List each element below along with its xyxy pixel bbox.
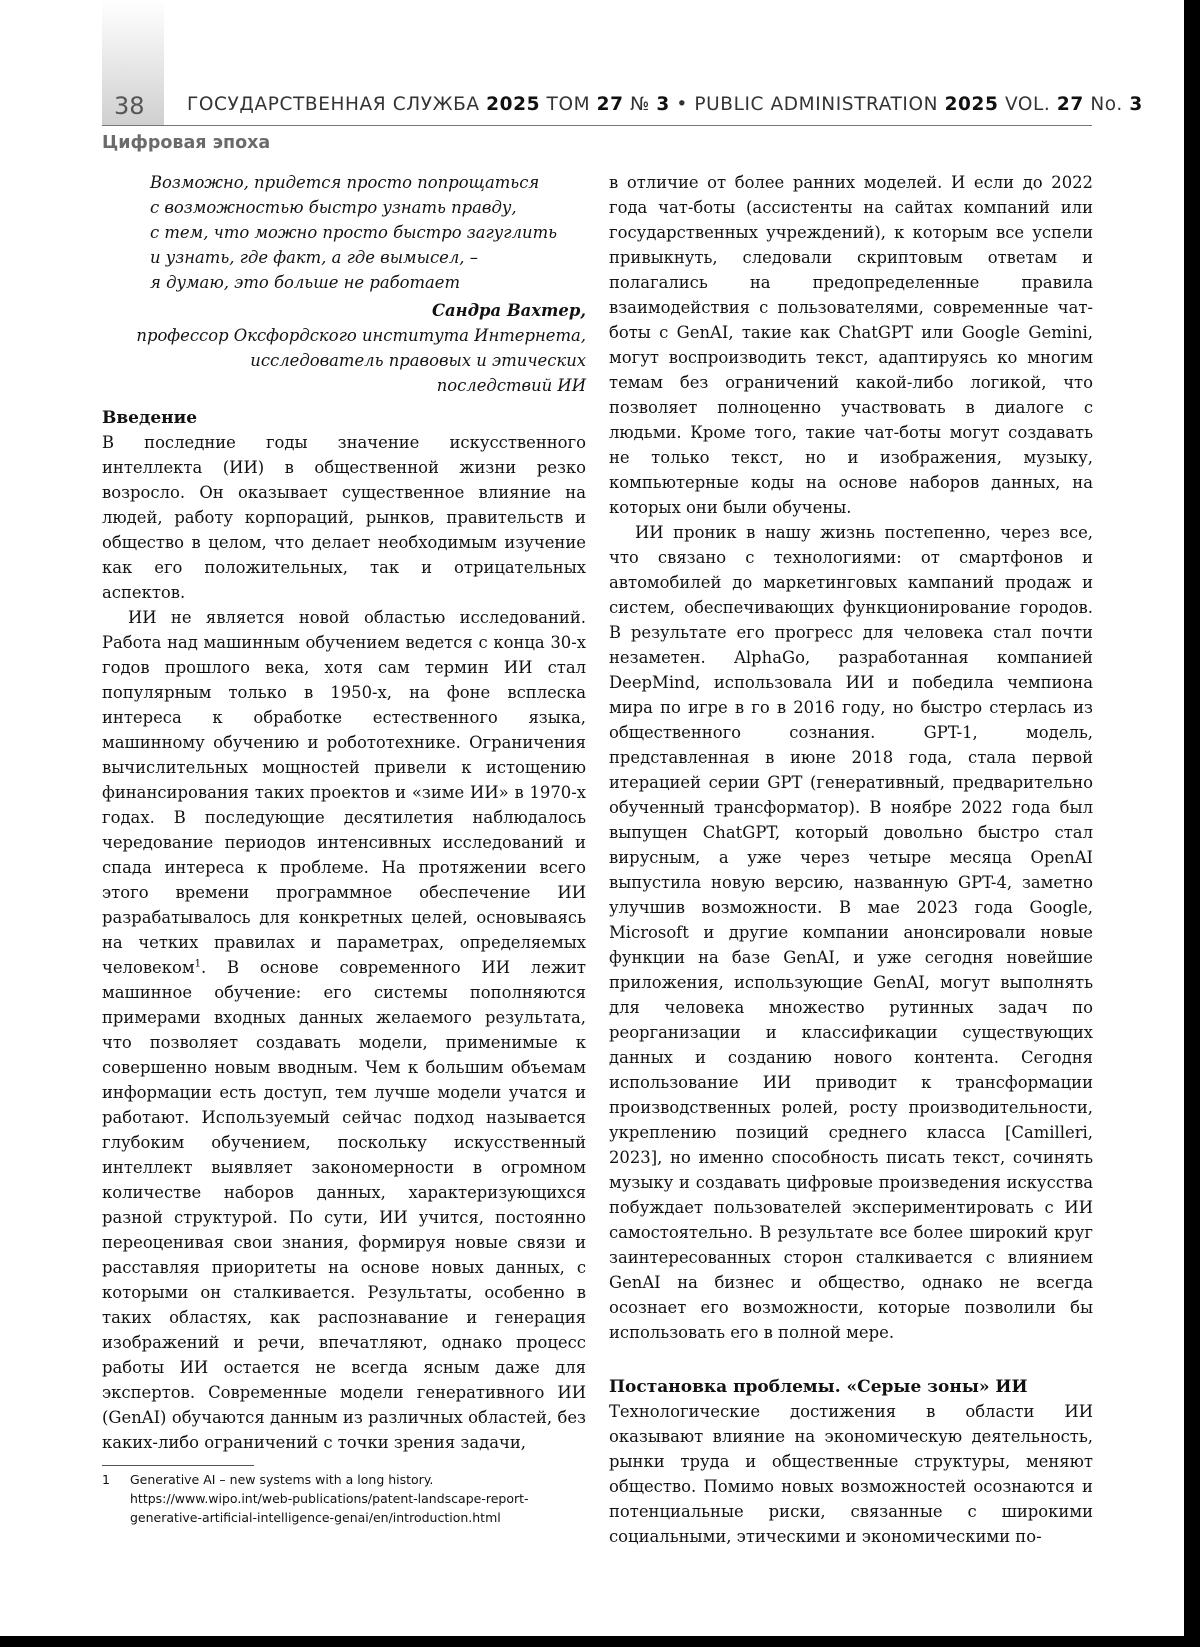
section-label: Цифровая эпоха	[102, 133, 271, 153]
ru-number: 3	[656, 94, 670, 115]
en-volume: 27	[1056, 94, 1084, 115]
footnote-rule	[102, 1465, 254, 1466]
intro-paragraph-2-part-b: . В основе современного ИИ лежит машинное обучение: его системы пополняются примерами входных данных желаемого результата, что позволяет создавать модели, применимые к совершенно новым вводным. Чем к большим объемам информации есть доступ, тем лучше модели учатся и работают. Используемый сейчас подход называется глубоким обучением, поскольку искусственный интеллект выявляет закономерности в огромном количестве наборов данных, характеризующихся разной структурой. По сути, ИИ учится, постоянно переоценивая свои знания, формируя новые связи и расставляя приоритеты на основе новых данных, с которыми он сталкивается. Результаты, особенно в таких областях, как распознавание и генерация изображений и речи, впечатляют, однако процесс работы ИИ остается не всегда ясным даже для экспертов. Современные модели генеративного ИИ (GenAI) обучаются данным из различных областей, без каких-либо ограничений с точки зрения задачи,	[102, 958, 586, 1452]
right-paragraph-1: в отличие от более ранних моделей. И если до 2022 года чат-боты (ассистенты на сайтах компаний или государственных учреждений), к которым все успели привыкнуть, следовали скриптовым ответам и полагались на предопределенные правила взаимодействия с пользователями, современные чат-боты с GenAI, такие как ChatGPT или Google Gemini, могут воспроизводить текст, адаптируясь ко многим темам без ограничений какой-либо логикой, что позволяет полноценно участвовать в диалоге с людьми. Кроме того, такие чат-боты могут создавать не только текст, но и изображения, музыку, компьютерные коды на основе наборов данных, на которых они были обучены.	[609, 173, 1093, 517]
en-volume-label: VOL.	[1004, 94, 1051, 115]
epigraph-affiliation-line: исследователь правовых и этических	[250, 351, 586, 370]
en-number: 3	[1129, 94, 1143, 115]
problem-paragraph-1: Технологические достижения в области ИИ оказывают влияние на экономическую деятельность, рынки труда и общественные структуры, меняют общество. Помимо новых возможностей осознаются и потенциальные риски, связанные с широкими социальными, этическими и экономическими по-	[609, 1402, 1093, 1546]
header-rule	[102, 125, 1092, 126]
epigraph-affiliation-line: последствий ИИ	[436, 376, 586, 395]
right-paragraph-2: ИИ проник в нашу жизнь постепенно, через все, что связано с технологиями: от смартфонов и автомобилей до маркетинговых кампаний продаж и систем, обеспечивающих функционирование городов. В результате его прогресс для человека стал почти незаметен. AlphaGo, разработанная компанией DeepMind, использовала ИИ и победила чемпиона мира по игре в го в 2016 году, но быстро стерлась из общественного сознания. GPT-1, модель, представленная в июне 2018 года, стала первой итерацией серии GPT (генеративный, предварительно обученный трансформатор). В ноябре 2022 года был выпущен ChatGPT, который довольно быстро стал вирусным, а уже через четыре месяца OpenAI выпустила новую версию, названную GPT-4, заметно улучшив возможности. В мае 2023 года Google, Microsoft и другие компании анонсировали новые функции на базе GenAI, и уже сегодня новейшие приложения, использующие GenAI, могут выполнять для человека множество рутинных задач по реорганизации и классификации существующих данных и созданию нового контента. Сегодня использование ИИ приводит к трансформации производственных ролей, росту производительности, укреплению позиций среднего класса [Camilleri, 2023], но именно способность писать текст, сочинять музыку и создавать цифровые произведения искусства побуждает пользователей экспериментировать с ИИ самостоятельно. В результате все более широкий круг заинтересованных сторон сталкивается с влиянием GenAI на бизнес и общество, однако не всегда осознает его возможности, которые позволили бы использовать его в полной мере.	[609, 523, 1093, 1342]
epigraph-quote	[150, 170, 586, 295]
intro-heading: Введение	[102, 408, 198, 428]
page-number: 38	[114, 92, 145, 120]
left-column	[102, 170, 586, 1527]
en-year: 2025	[944, 94, 999, 115]
intro-paragraph-2-part-a: ИИ не является новой областью исследований. Работа над машинным обучением ведется с конца 30-х годов прошлого века, хотя сам термин ИИ стал популярным только в 1950-х, на фоне всплеска интереса к обработке естественного языка, машинному обучению и робототехнике. Ограничения вычислительных мощностей привели к истощению финансирования таких проектов и «зиме ИИ» в 1970-х годах. В последующие десятилетия наблюдалось чередование периодов интенсивных исследований и спада интереса к проблеме. На протяжении всего этого времени программное обеспечение ИИ разрабатывалось для конкретных целей, основываясь на четких правилах и параметрах, определяемых человеком	[102, 608, 586, 977]
running-head	[187, 94, 1143, 115]
header-separator: •	[676, 94, 688, 115]
intro-paragraph-2	[102, 605, 586, 1455]
epigraph-author: Сандра Вахтер,	[432, 301, 586, 320]
ru-journal-title: ГОСУДАРСТВЕННАЯ СЛУЖБА	[187, 94, 480, 115]
en-number-label: No.	[1090, 94, 1123, 115]
footnote-reference[interactable]: 1	[194, 958, 201, 970]
intro-paragraph-1: В последние годы значение искусственного интеллекта (ИИ) в общественной жизни резко возросло. Он оказывает существенное влияние на людей, работу корпораций, рынков, правительств и общество в целом, что делает необходимым изучение как его положительных, так и отрицательных аспектов.	[102, 433, 586, 602]
ru-number-label: №	[630, 94, 650, 115]
epigraph-affiliation-line: профессор Оксфордского института Интернета,	[136, 326, 586, 345]
section-gap	[609, 1345, 1093, 1367]
epigraph-line: и узнать, где факт, а где вымысел, –	[150, 248, 478, 267]
footnote-text: Generative AI – new systems with a long history. https://www.wipo.int/web-publications/patent-landscape-report-generative-artificial-intelligence-genai/en/introduction.html	[130, 1472, 529, 1525]
epigraph-line: Возможно, придется просто попрощаться	[150, 173, 540, 192]
epigraph-line: я думаю, это больше не работает	[150, 273, 461, 292]
ru-volume-label: ТОМ	[546, 94, 591, 115]
ru-volume: 27	[596, 94, 624, 115]
epigraph	[102, 170, 586, 398]
footnote-mark: 1	[102, 1472, 110, 1487]
footnote	[102, 1470, 586, 1527]
epigraph-line: с возможностью быстро узнать правду,	[150, 198, 517, 217]
problem-heading: Постановка проблемы. «Серые зоны» ИИ	[609, 1377, 1028, 1397]
en-journal-title: PUBLIC ADMINISTRATION	[694, 94, 939, 115]
epigraph-line: с тем, что можно просто быстро загуглить	[150, 223, 558, 242]
ru-year: 2025	[486, 94, 541, 115]
epigraph-attribution	[102, 298, 586, 398]
right-column	[609, 170, 1093, 1549]
